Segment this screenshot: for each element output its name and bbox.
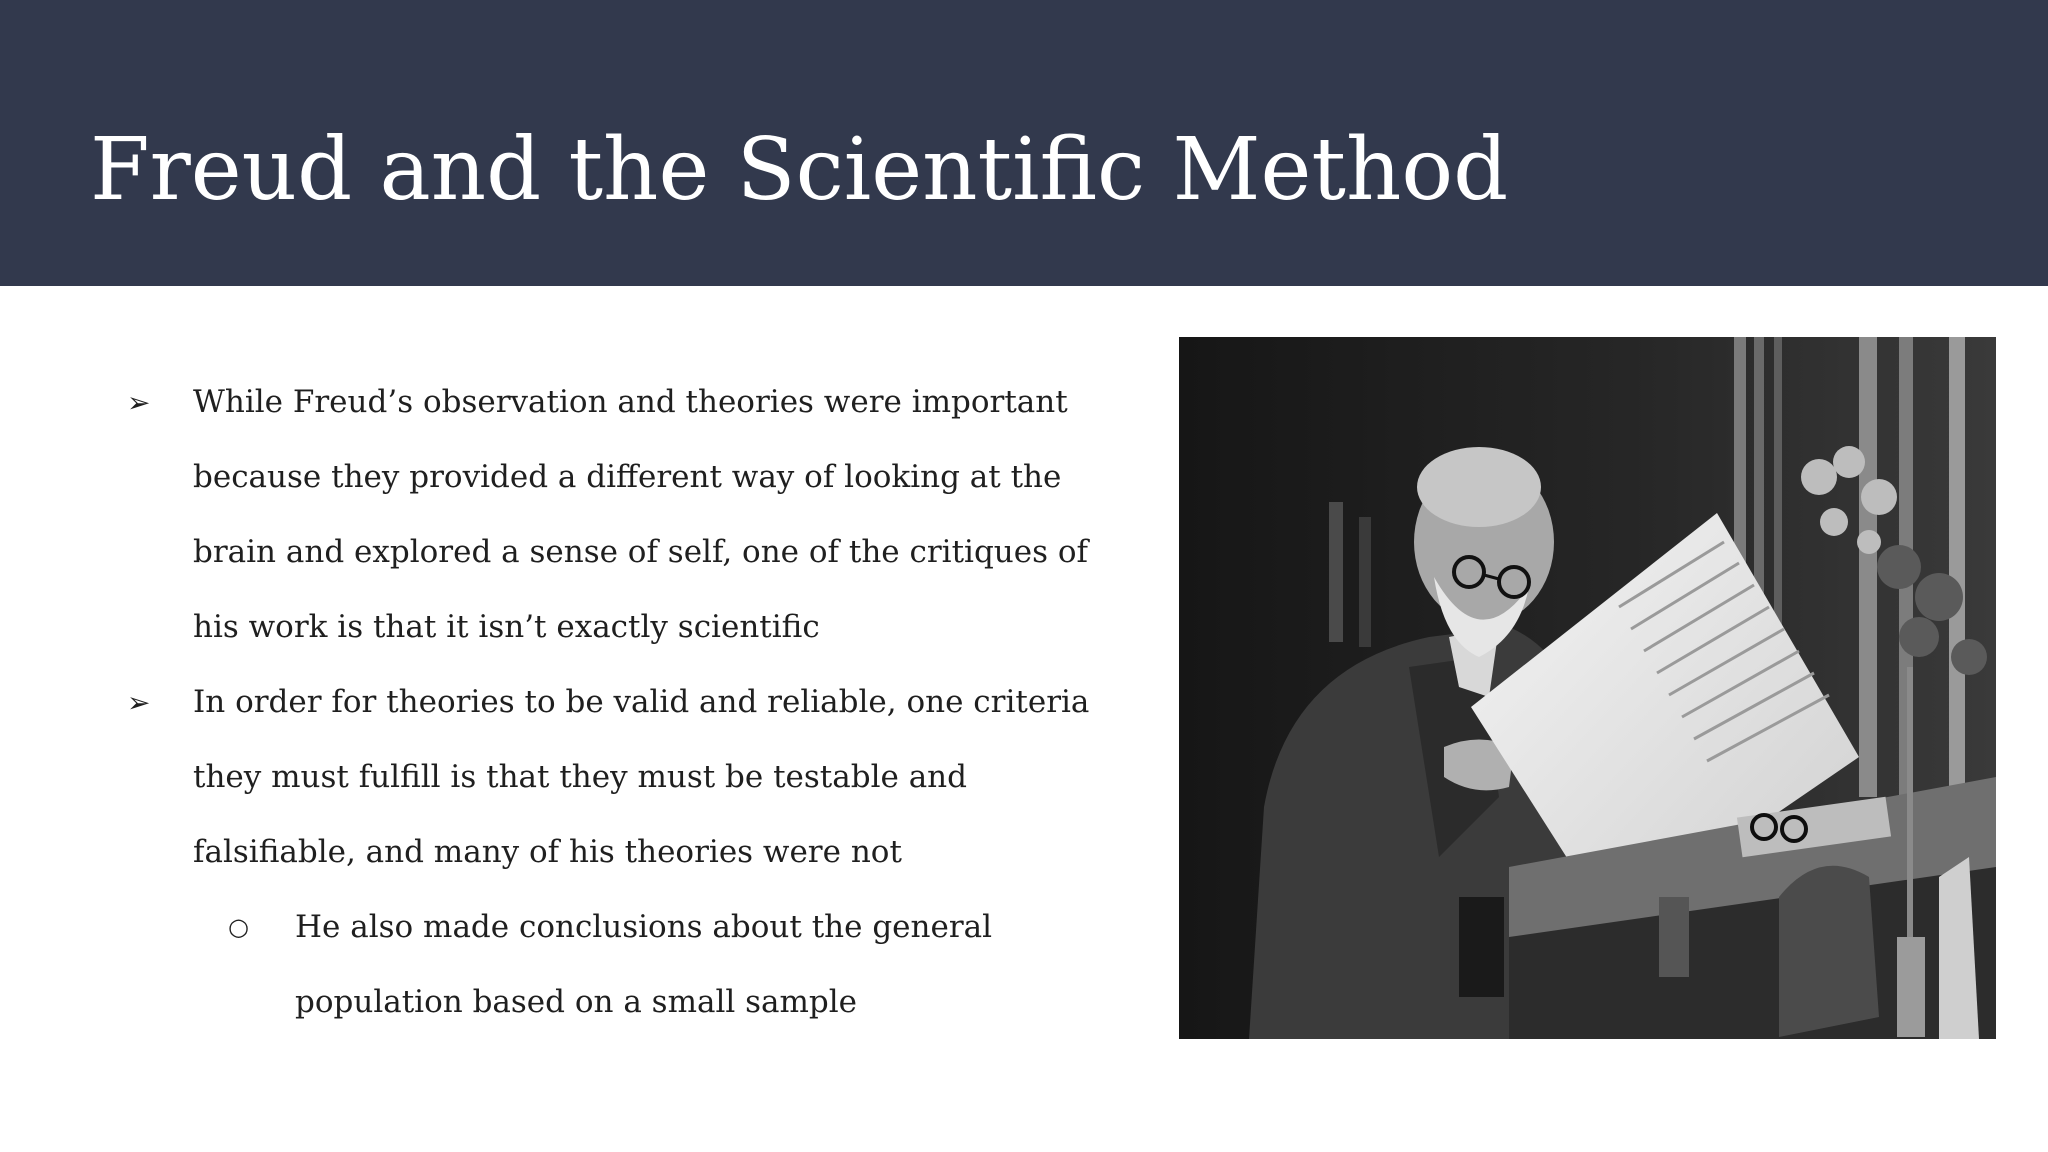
bullet-item — [120, 365, 1100, 665]
arrow-bullet-icon: ➢ — [127, 686, 151, 719]
photo-illustration — [1179, 337, 1996, 1039]
arrow-bullet-icon: ➢ — [127, 386, 151, 419]
sub-bullet-text: He also made conclusions about the general population based on a small sample — [295, 909, 993, 1020]
bullet-item — [120, 665, 1100, 890]
freud-photo — [1179, 337, 1996, 1039]
title-bar — [0, 0, 2048, 286]
bullet-list — [120, 365, 1100, 1040]
circle-bullet-icon: ○ — [228, 913, 249, 941]
bullet-text: In order for theories to be valid and reliable, one criteria they must fulfill is that they must be testable and falsifiable, and many of his theories were not — [193, 684, 1090, 870]
sub-bullet-item — [120, 890, 1100, 1040]
bullet-text: While Freud’s observation and theories were important because they provided a different way of looking at the brain and explored a sense of self, one of the critiques of his work is that it isn’t exactly scientific — [193, 384, 1089, 645]
slide-title: Freud and the Scientific Method — [90, 120, 1509, 220]
